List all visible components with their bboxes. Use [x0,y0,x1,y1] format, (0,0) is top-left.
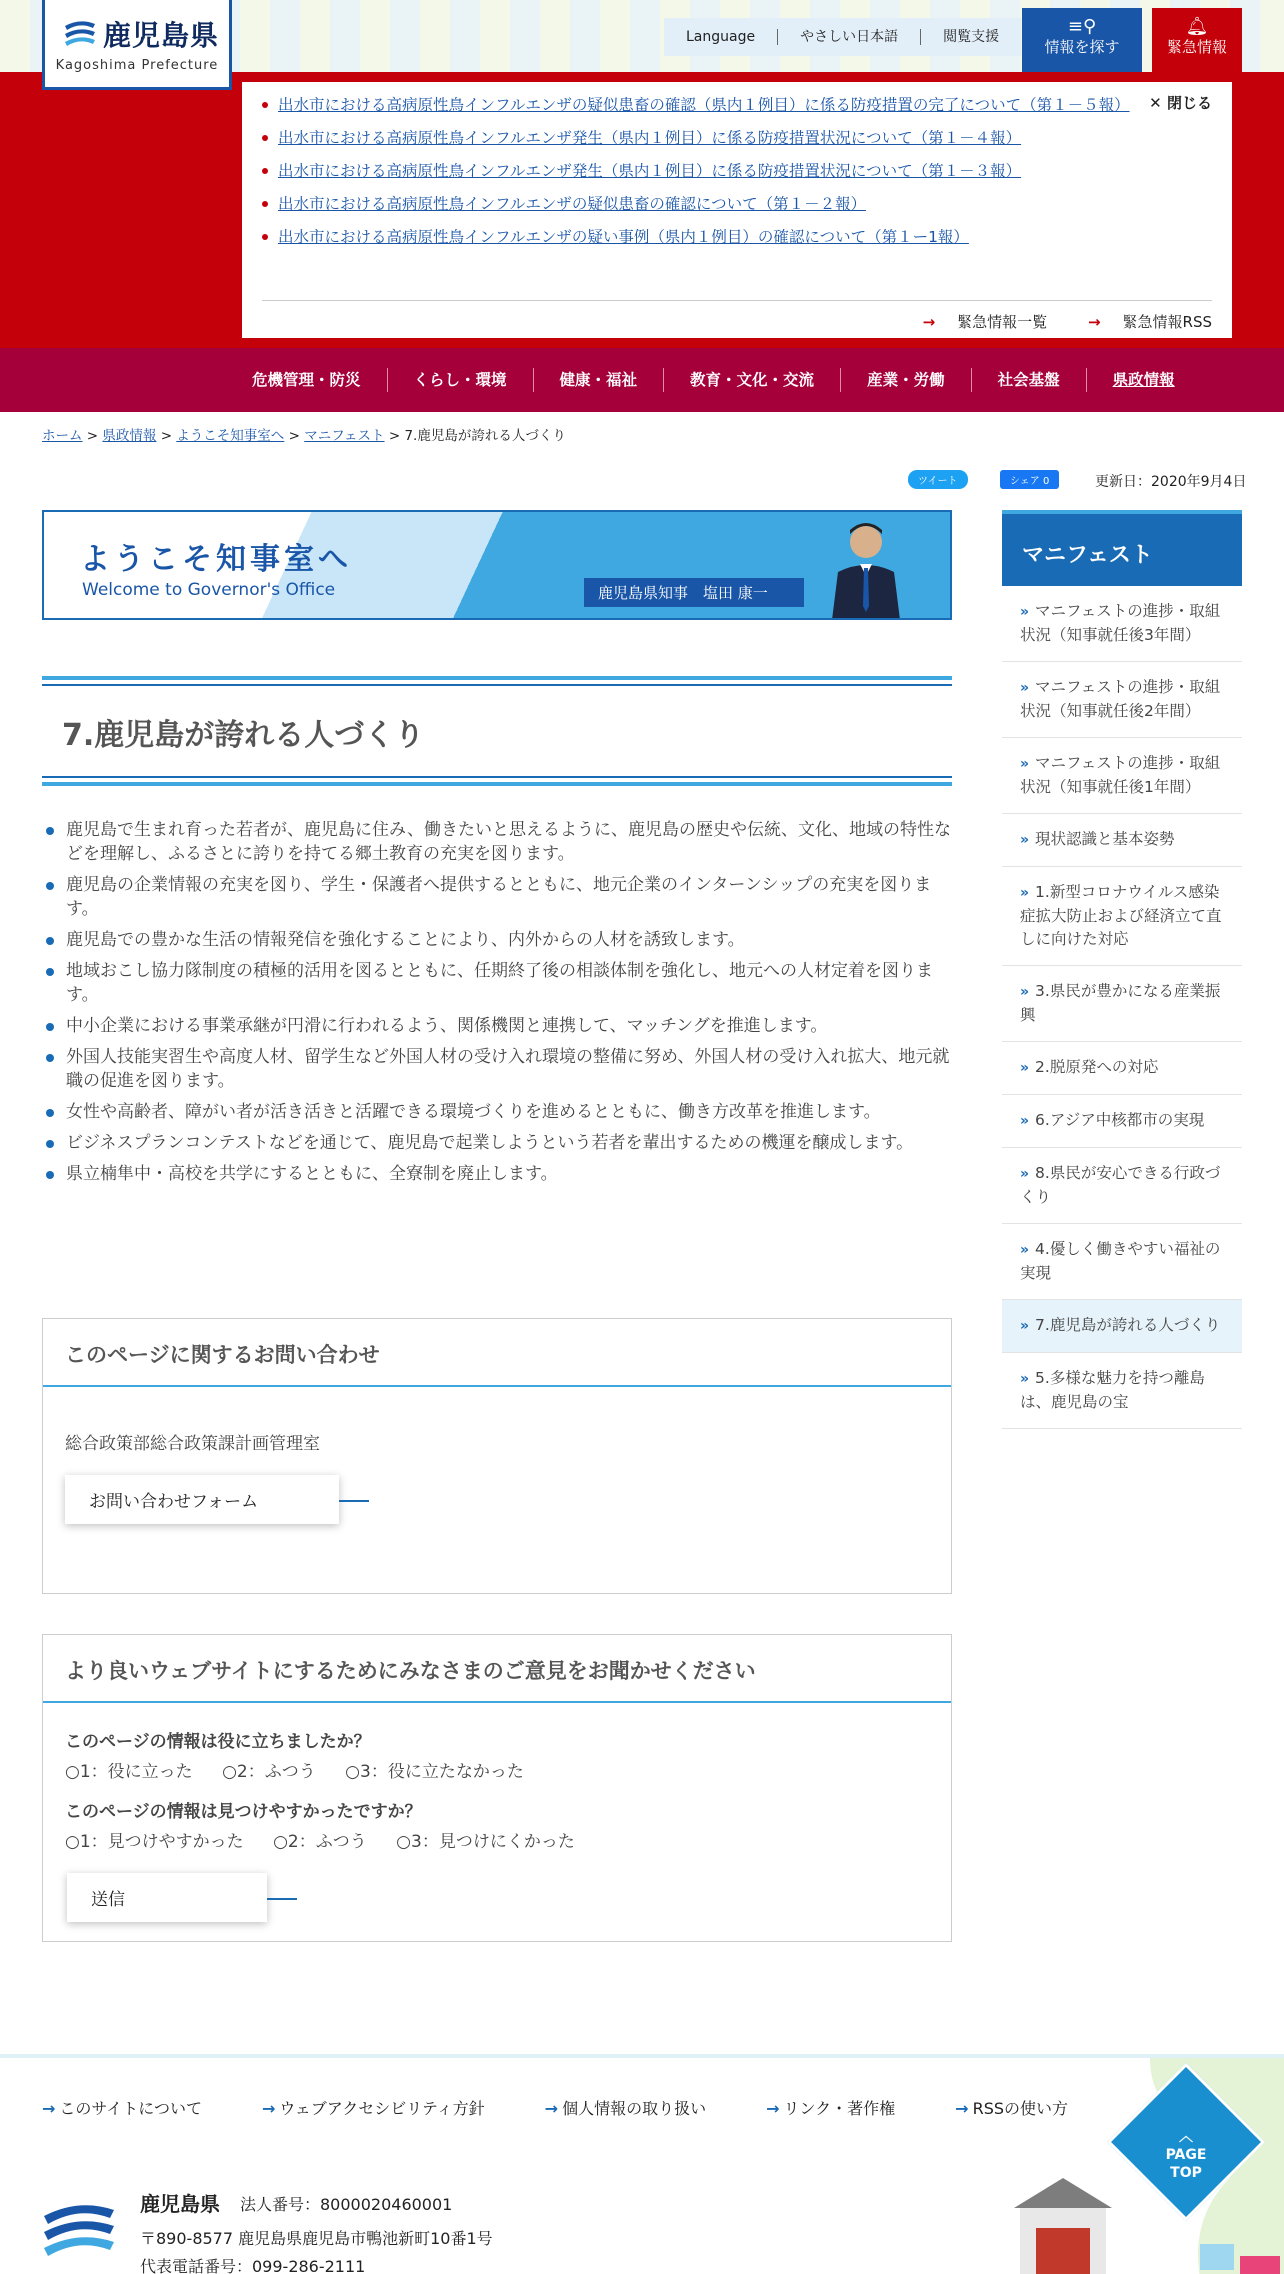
site-header [0,0,1284,72]
footer-link-label: リンク・著作権 [783,2099,896,2118]
logo-english: Kagoshima Prefecture [55,58,219,73]
find-info-button[interactable] [1022,8,1142,72]
banner-title: ようこそ知事室へ [80,542,352,577]
feedback-heading: より良いウェブサイトにするためにみなさまのご意見をお聞かせください [43,1635,951,1703]
close-label: 閉じる [1166,94,1212,112]
footer-links [42,2096,1128,2119]
arrow-right-icon: → [766,2099,780,2118]
chevron-right-icon: » [1020,1318,1030,1334]
breadcrumb-home[interactable]: ホーム [42,428,83,444]
chevron-right-icon: » [1020,1371,1030,1387]
sidebar-item[interactable] [1002,586,1242,662]
site-footer [0,2054,1284,2274]
chevron-right-icon: » [1020,604,1030,620]
findable-radio-1[interactable]: ○1：見つけやすかった [65,1832,244,1852]
chevron-right-icon: » [1020,1166,1030,1182]
sidebar-item-label: マニフェストの進捗・取組状況（知事就任後2年間） [1020,678,1221,720]
emergency-link[interactable]: 出水市における高病原性鳥インフルエンザの疑似患畜の確認について（第１－２報） [278,195,867,213]
emergency-item [260,94,1140,117]
useful-radio-3[interactable]: ○3：役に立たなかった [345,1762,524,1782]
close-emergency-button[interactable] [1149,92,1212,113]
footer-link-label: ウェブアクセシビリティ方針 [279,2099,485,2118]
breadcrumb: ホーム > 県政情報 > ようこそ知事室へ > マニフェスト > 7.鹿児島が誇れる人づくり [42,428,566,444]
nav-item-industry[interactable]: 産業・労働 [841,368,972,392]
inquiry-form-button[interactable]: お問い合わせフォーム [65,1475,339,1524]
chevron-right-icon: » [1020,984,1030,1000]
useful-options [65,1757,548,1782]
chevron-right-icon: » [1020,885,1030,901]
page-top-text: PAGE [1165,2147,1207,2164]
footer-link-rss[interactable] [955,2096,1098,2119]
question-findable: このページの情報は見つけやすかったですか？ [65,1802,422,1822]
governor-portrait [824,516,908,620]
footer-name: 鹿児島県 [140,2192,220,2216]
arrow-right-icon: → [42,2099,56,2118]
contact-box [42,1318,952,1594]
sidebar-item[interactable] [1002,738,1242,814]
arrow-right-icon: → [261,2099,276,2118]
sidebar-item[interactable] [1002,1095,1242,1148]
emergency-link[interactable]: 出水市における高病原性鳥インフルエンザ発生（県内１例目）に係る防疫措置状況について（第１－４報） [278,129,1022,147]
list-item: ビジネスプランコンテストなどを通じて、鹿児島で起業しようという若者を輩出するための機運を醸成します。 [42,1131,952,1155]
footer-link-accessibility[interactable] [262,2096,515,2119]
sidebar-item-label: 2.脱原発への対応 [1035,1058,1159,1076]
list-item: 鹿児島の企業情報の充実を図り、学生・保護者へ提供するとともに、地元企業のインターンシップの充実を図ります。 [42,873,952,921]
useful-radio-2[interactable]: ○2：ふつう [222,1762,316,1782]
arrow-right-icon: → [544,2099,559,2118]
list-item: 鹿児島で生まれ育った若者が、鹿児島に住み、働きたいと思えるように、鹿児島の歴史や伝統、文化、地域の特性などを理解し、ふるさとに誇りを持てる郷土教育の充実を図ります。 [42,818,952,866]
sidebar-item-label: 4.優しく働きやすい福祉の実現 [1020,1240,1221,1282]
global-nav [0,348,1284,412]
emergency-link[interactable]: 出水市における高病原性鳥インフルエンザ発生（県内１例目）に係る防疫措置状況について（第１－３報） [278,162,1022,180]
prefecture-logo-icon [42,2194,116,2262]
feedback-box [42,1634,952,1942]
contact-department: 総合政策部総合政策課計画管理室 [65,1434,320,1454]
findable-radio-3[interactable]: ○3：見つけにくかった [396,1832,575,1852]
find-info-label: 情報を探す [1044,38,1120,56]
search-icon: ≡⚲ [1067,16,1097,37]
sidebar-item-label: 1.新型コロナウイルス感染症拡大防止および経済立て直しに向けた対応 [1020,883,1222,948]
sidebar-item[interactable] [1002,1224,1242,1300]
sidebar-item[interactable] [1002,1042,1242,1095]
emergency-list-label: 緊急情報一覧 [957,313,1048,331]
arrow-right-icon: → [922,313,936,331]
utility-links [664,18,1021,56]
sidebar-item-label: 6.アジア中核都市の実現 [1035,1111,1205,1129]
page-top-text: TOP [1170,2165,1202,2182]
sidebar-item[interactable] [1002,662,1242,738]
sidebar-item[interactable] [1002,867,1242,966]
sidebar-item[interactable] [1002,814,1242,867]
page-title-block [42,676,952,786]
emergency-list-link[interactable] [905,313,1048,331]
emergency-panel [242,82,1232,338]
arrow-right-icon: → [955,2099,969,2118]
option-label: 1：役に立った [79,1762,193,1782]
emergency-footer [262,300,1212,332]
footer-link-copyright[interactable] [766,2096,925,2119]
option-label: 3：役に立たなかった [360,1762,524,1782]
corporate-number: 法人番号：8000020460001 [240,2195,453,2214]
emergency-item [260,160,1140,183]
language-link[interactable]: Language [664,29,778,45]
sidebar-item-label: マニフェストの進捗・取組状況（知事就任後3年間） [1020,602,1221,644]
emergency-info-label: 緊急情報 [1166,38,1227,56]
option-label: 3：見つけにくかった [411,1832,575,1852]
prefecture-logo-icon [63,16,97,48]
nav-item-government[interactable]: 県政情報 [1112,371,1175,389]
sidebar-item-label: 3.県民が豊かになる産業振興 [1020,982,1221,1024]
footer-address: 〒890-8577 鹿児島県鹿児島市鴨池新町10番1号 [140,2229,493,2248]
footer-link-privacy[interactable] [545,2096,736,2119]
logo-name: 鹿児島県 [103,19,220,52]
sidebar-item-label: 5.多様な魅力を持つ離島は、鹿児島の宝 [1020,1369,1205,1411]
updated-date: 更新日：2020年9月4日 [1095,474,1247,490]
emergency-rss-label: 緊急情報RSS [1122,313,1212,331]
option-label: 2：ふつう [236,1762,316,1782]
sidebar [1002,510,1242,1429]
arrow-right-icon: → [1087,313,1101,331]
footer-link-label: このサイトについて [59,2099,202,2118]
emergency-item [260,226,1140,249]
useful-radio-1[interactable]: ○1：役に立った [65,1762,193,1782]
contact-heading: このページに関するお問い合わせ [43,1319,951,1387]
bell-icon: 🔔︎ [1185,16,1209,37]
share-button[interactable]: シェア 0 [1000,470,1059,489]
emergency-rss-link[interactable] [1070,313,1212,331]
sidebar-item[interactable] [1002,1148,1242,1224]
sidebar-item-label: マニフェストの進捗・取組状況（知事就任後1年間） [1020,754,1221,796]
chevron-right-icon: » [1020,680,1030,696]
emergency-info-button[interactable] [1152,8,1242,72]
breadcrumb-manifest[interactable]: マニフェスト [304,428,385,444]
footer-link-about[interactable] [42,2096,232,2119]
option-label: 2：ふつう [287,1832,367,1852]
governor-name: 鹿児島県知事 塩田 康一 [584,578,804,607]
chevron-right-icon: » [1020,1113,1030,1129]
nav-item-infrastructure[interactable]: 社会基盤 [972,368,1087,392]
sidebar-item-label: 現状認識と基本姿勢 [1035,830,1175,848]
footer-link-label: 個人情報の取り扱い [562,2099,707,2118]
breadcrumb-governor-office[interactable]: ようこそ知事室へ [176,428,285,444]
site-logo[interactable] [42,0,232,90]
chevron-right-icon: » [1020,1060,1030,1076]
footer-phone: 代表電話番号：099-286-2111 [140,2257,366,2274]
sidebar-item-label: 7.鹿児島が誇れる人づくり [1035,1316,1221,1334]
emergency-link[interactable]: 出水市における高病原性鳥インフルエンザの疑似患畜の確認（県内１例目）に係る防疫措置の完了について（第１－５報） [278,96,1130,114]
governor-banner[interactable] [42,510,952,620]
list-item: 外国人技能実習生や高度人材、留学生など外国人材の受け入れ環境の整備に努め、外国人材の受け入れ拡大、地元就職の促進を図ります。 [42,1045,952,1093]
list-item: 中小企業における事業承継が円滑に行われるよう、関係機関と連携して、マッチングを推進します。 [42,1014,952,1038]
sidebar-heading: マニフェスト [1002,510,1242,586]
sidebar-item[interactable] [1002,966,1242,1042]
page-top-label [1130,2090,1242,2202]
manifest-list [42,818,952,1193]
breadcrumb-government[interactable]: 県政情報 [102,428,157,444]
breadcrumb-current: 7.鹿児島が誇れる人づくり [404,428,566,444]
question-useful: このページの情報は役に立ちましたか？ [65,1732,371,1752]
sidebar-item-label: 8.県民が安心できる行政づくり [1020,1164,1221,1206]
easy-japanese-link[interactable]: やさしい日本語 [778,29,921,45]
sidebar-item[interactable] [1002,1353,1242,1429]
submit-button[interactable]: 送信 [67,1873,267,1922]
tweet-button[interactable]: ツイート [908,470,968,489]
nav-item-health[interactable]: 健康・福祉 [534,368,665,392]
nav-item-disaster[interactable]: 危機管理・防災 [226,368,388,392]
chevron-right-icon: » [1020,756,1030,772]
emergency-item [260,193,1140,216]
emergency-list [260,94,1140,259]
nav-item-living[interactable]: くらし・環境 [388,368,534,392]
chevron-right-icon: » [1020,1242,1030,1258]
chevron-up-icon: ︿ [1179,2129,1193,2146]
sidebar-item-current[interactable] [1002,1300,1242,1353]
list-item: 県立楠隼中・高校を共学にするとともに、全寮制を廃止します。 [42,1162,952,1186]
findable-radio-2[interactable]: ○2：ふつう [273,1832,367,1852]
close-icon: ✕ [1149,94,1162,112]
list-item: 地域おこし協力隊制度の積極的活用を図るとともに、任期終了後の相談体制を強化し、地元への人材定着を図ります。 [42,959,952,1007]
option-label: 1：見つけやすかった [79,1832,244,1852]
banner-english: Welcome to Governor's Office [82,580,336,600]
emergency-link[interactable]: 出水市における高病原性鳥インフルエンザの疑い事例（県内１例目）の確認について（第１ー1報） [278,228,969,246]
emergency-item [260,127,1140,150]
page-title: 7.鹿児島が誇れる人づくり [62,718,425,753]
list-item: 女性や高齢者、障がい者が活き活きと活躍できる環境づくりを進めるとともに、働き方改革を推進します。 [42,1100,952,1124]
footer-link-label: RSSの使い方 [972,2099,1069,2118]
chevron-right-icon: » [1020,832,1030,848]
list-item: 鹿児島での豊かな生活の情報発信を強化することにより、内外からの人材を誘致します。 [42,928,952,952]
nav-item-education[interactable]: 教育・文化・交流 [664,368,841,392]
accessibility-link[interactable]: 閲覧支援 [943,29,1000,45]
findable-options [65,1827,599,1852]
